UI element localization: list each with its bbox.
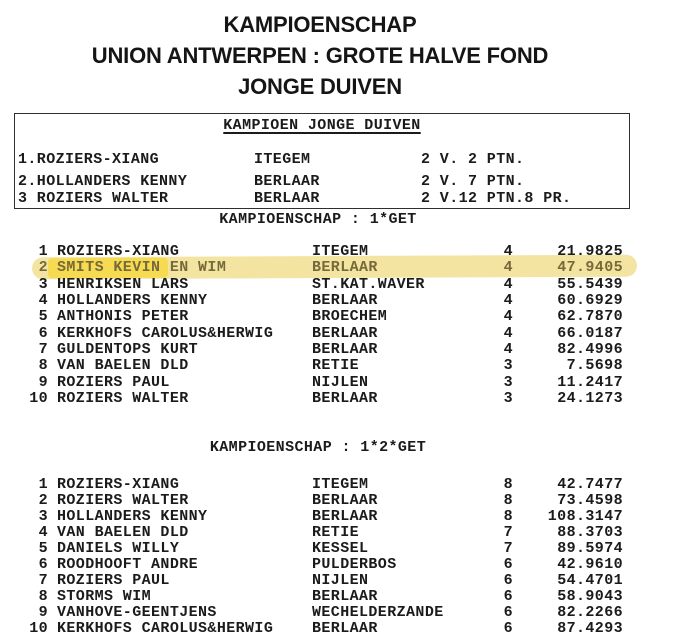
champion-box <box>14 113 630 209</box>
points-cell: 47.9405 <box>557 259 623 276</box>
name-cell: 3 ROZIERS WALTER <box>18 190 169 207</box>
name-cell: STORMS WIM <box>57 588 152 605</box>
count-cell: 3 <box>503 390 513 407</box>
result-cell: 2 V. 7 PTN. <box>421 173 525 190</box>
result-cell: 2 V.12 PTN.8 PR. <box>421 190 572 207</box>
count-cell: 6 <box>503 620 513 637</box>
table-row <box>0 620 678 637</box>
points-cell: 89.5974 <box>557 540 623 557</box>
name-cell: ANTHONIS PETER <box>57 308 189 325</box>
table-row <box>0 325 678 342</box>
table-row <box>0 556 678 573</box>
points-cell: 82.2266 <box>557 604 623 621</box>
points-cell: 87.4293 <box>557 620 623 637</box>
city-cell: RETIE <box>312 524 360 541</box>
points-cell: 54.4701 <box>557 572 623 589</box>
count-cell: 7 <box>503 524 513 541</box>
table-row <box>0 341 678 358</box>
table-row <box>0 604 678 621</box>
name-cell: HENRIKSEN LARS <box>57 276 189 293</box>
rank-cell: 7 <box>38 572 48 589</box>
city-cell: BERLAAR <box>312 620 378 637</box>
city-cell: PULDERBOS <box>312 556 397 573</box>
count-cell: 3 <box>503 374 513 391</box>
rank-cell: 9 <box>38 604 48 621</box>
table-row <box>0 588 678 605</box>
champion-box-heading-text: KAMPIOEN JONGE DUIVEN <box>223 117 421 134</box>
table-row <box>0 243 678 260</box>
points-cell: 82.4996 <box>557 341 623 358</box>
points-cell: 88.3703 <box>557 524 623 541</box>
points-cell: 42.9610 <box>557 556 623 573</box>
name-cell: VAN BAELEN DLD <box>57 357 189 374</box>
champion-box-heading <box>15 117 629 134</box>
name-cell: ROZIERS-XIANG <box>57 243 180 260</box>
section2-heading: KAMPIOENSCHAP : 1*2*GET <box>209 439 427 456</box>
name-cell: ROZIERS PAUL <box>57 374 170 391</box>
table-row <box>0 259 678 276</box>
count-cell: 8 <box>503 476 513 493</box>
rank-cell: 6 <box>38 556 48 573</box>
points-cell: 58.9043 <box>557 588 623 605</box>
count-cell: 4 <box>503 292 513 309</box>
name-cell: SMITS KEVIN EN WIM <box>57 259 227 276</box>
city-cell: BERLAAR <box>312 325 378 342</box>
name-cell: ROODHOOFT ANDRE <box>57 556 199 573</box>
name-cell: HOLLANDERS KENNY <box>57 292 208 309</box>
name-cell: 2.HOLLANDERS KENNY <box>18 173 188 190</box>
rank-cell: 7 <box>38 341 48 358</box>
points-cell: 42.7477 <box>557 476 623 493</box>
rank-cell: 3 <box>38 276 48 293</box>
name-cell: ROZIERS WALTER <box>57 492 189 509</box>
table-row <box>0 292 678 309</box>
table-row <box>0 508 678 525</box>
table-row <box>15 173 629 189</box>
table-row <box>0 572 678 589</box>
name-cell: ROZIERS WALTER <box>57 390 189 407</box>
table-row <box>0 540 678 557</box>
count-cell: 3 <box>503 357 513 374</box>
rank-cell: 4 <box>38 292 48 309</box>
rank-cell: 4 <box>38 524 48 541</box>
rank-cell: 1 <box>38 243 48 260</box>
city-cell: BERLAAR <box>254 190 320 207</box>
table-row <box>0 492 678 509</box>
points-cell: 66.0187 <box>557 325 623 342</box>
rank-cell: 6 <box>38 325 48 342</box>
city-cell: BERLAAR <box>312 588 378 605</box>
count-cell: 4 <box>503 325 513 342</box>
name-cell: HOLLANDERS KENNY <box>57 508 208 525</box>
points-cell: 60.6929 <box>557 292 623 309</box>
city-cell: BROECHEM <box>312 308 388 325</box>
rank-cell: 5 <box>38 308 48 325</box>
city-cell: ST.KAT.WAVER <box>312 276 425 293</box>
name-cell: VAN BAELEN DLD <box>57 524 189 541</box>
count-cell: 4 <box>503 341 513 358</box>
table-row <box>0 276 678 293</box>
rank-cell: 8 <box>38 357 48 374</box>
name-cell: KERKHOFS CAROLUS&HERWIG <box>57 325 274 342</box>
city-cell: BERLAAR <box>254 173 320 190</box>
count-cell: 6 <box>503 588 513 605</box>
city-cell: WECHELDERZANDE <box>312 604 444 621</box>
table-row <box>0 476 678 493</box>
city-cell: ITEGEM <box>254 151 311 168</box>
rank-cell: 9 <box>38 374 48 391</box>
city-cell: ITEGEM <box>312 476 369 493</box>
city-cell: RETIE <box>312 357 360 374</box>
city-cell: BERLAAR <box>312 492 378 509</box>
result-cell: 2 V. 2 PTN. <box>421 151 525 168</box>
title-line-1: KAMPIOENSCHAP <box>223 12 417 37</box>
city-cell: BERLAAR <box>312 259 378 276</box>
rank-cell: 3 <box>38 508 48 525</box>
table-row <box>0 524 678 541</box>
name-cell: VANHOVE-GEENTJENS <box>57 604 217 621</box>
city-cell: BERLAAR <box>312 390 378 407</box>
table-row <box>0 390 678 407</box>
name-cell: DANIELS WILLY <box>57 540 180 557</box>
count-cell: 4 <box>503 259 513 276</box>
count-cell: 8 <box>503 508 513 525</box>
name-cell: ROZIERS PAUL <box>57 572 170 589</box>
rank-cell: 10 <box>29 390 48 407</box>
points-cell: 7.5698 <box>566 357 623 374</box>
count-cell: 4 <box>503 276 513 293</box>
city-cell: KESSEL <box>312 540 369 557</box>
count-cell: 6 <box>503 604 513 621</box>
table-row <box>15 151 629 167</box>
city-cell: NIJLEN <box>312 374 369 391</box>
points-cell: 11.2417 <box>557 374 623 391</box>
points-cell: 73.4598 <box>557 492 623 509</box>
title-line-2: UNION ANTWERPEN : GROTE HALVE FOND <box>91 43 549 68</box>
count-cell: 7 <box>503 540 513 557</box>
name-cell: GULDENTOPS KURT <box>57 341 199 358</box>
name-cell: ROZIERS-XIANG <box>57 476 180 493</box>
count-cell: 6 <box>503 572 513 589</box>
points-cell: 24.1273 <box>557 390 623 407</box>
count-cell: 6 <box>503 556 513 573</box>
city-cell: BERLAAR <box>312 341 378 358</box>
rank-cell: 10 <box>29 620 48 637</box>
table-row <box>0 374 678 391</box>
rank-cell: 8 <box>38 588 48 605</box>
name-cell: KERKHOFS CAROLUS&HERWIG <box>57 620 274 637</box>
name-cell: 1.ROZIERS-XIANG <box>18 151 160 168</box>
count-cell: 8 <box>503 492 513 509</box>
table-row <box>0 308 678 325</box>
points-cell: 62.7870 <box>557 308 623 325</box>
title-line-3: JONGE DUIVEN <box>238 74 402 99</box>
rank-cell: 1 <box>38 476 48 493</box>
rank-cell: 2 <box>38 492 48 509</box>
city-cell: NIJLEN <box>312 572 369 589</box>
count-cell: 4 <box>503 308 513 325</box>
points-cell: 108.3147 <box>547 508 623 525</box>
table-row <box>15 190 629 206</box>
rank-cell: 5 <box>38 540 48 557</box>
table-row <box>0 357 678 374</box>
city-cell: BERLAAR <box>312 292 378 309</box>
city-cell: ITEGEM <box>312 243 369 260</box>
section1-heading: KAMPIOENSCHAP : 1*GET <box>219 211 417 228</box>
points-cell: 55.5439 <box>557 276 623 293</box>
points-cell: 21.9825 <box>557 243 623 260</box>
rank-cell: 2 <box>38 259 48 276</box>
city-cell: BERLAAR <box>312 508 378 525</box>
count-cell: 4 <box>503 243 513 260</box>
